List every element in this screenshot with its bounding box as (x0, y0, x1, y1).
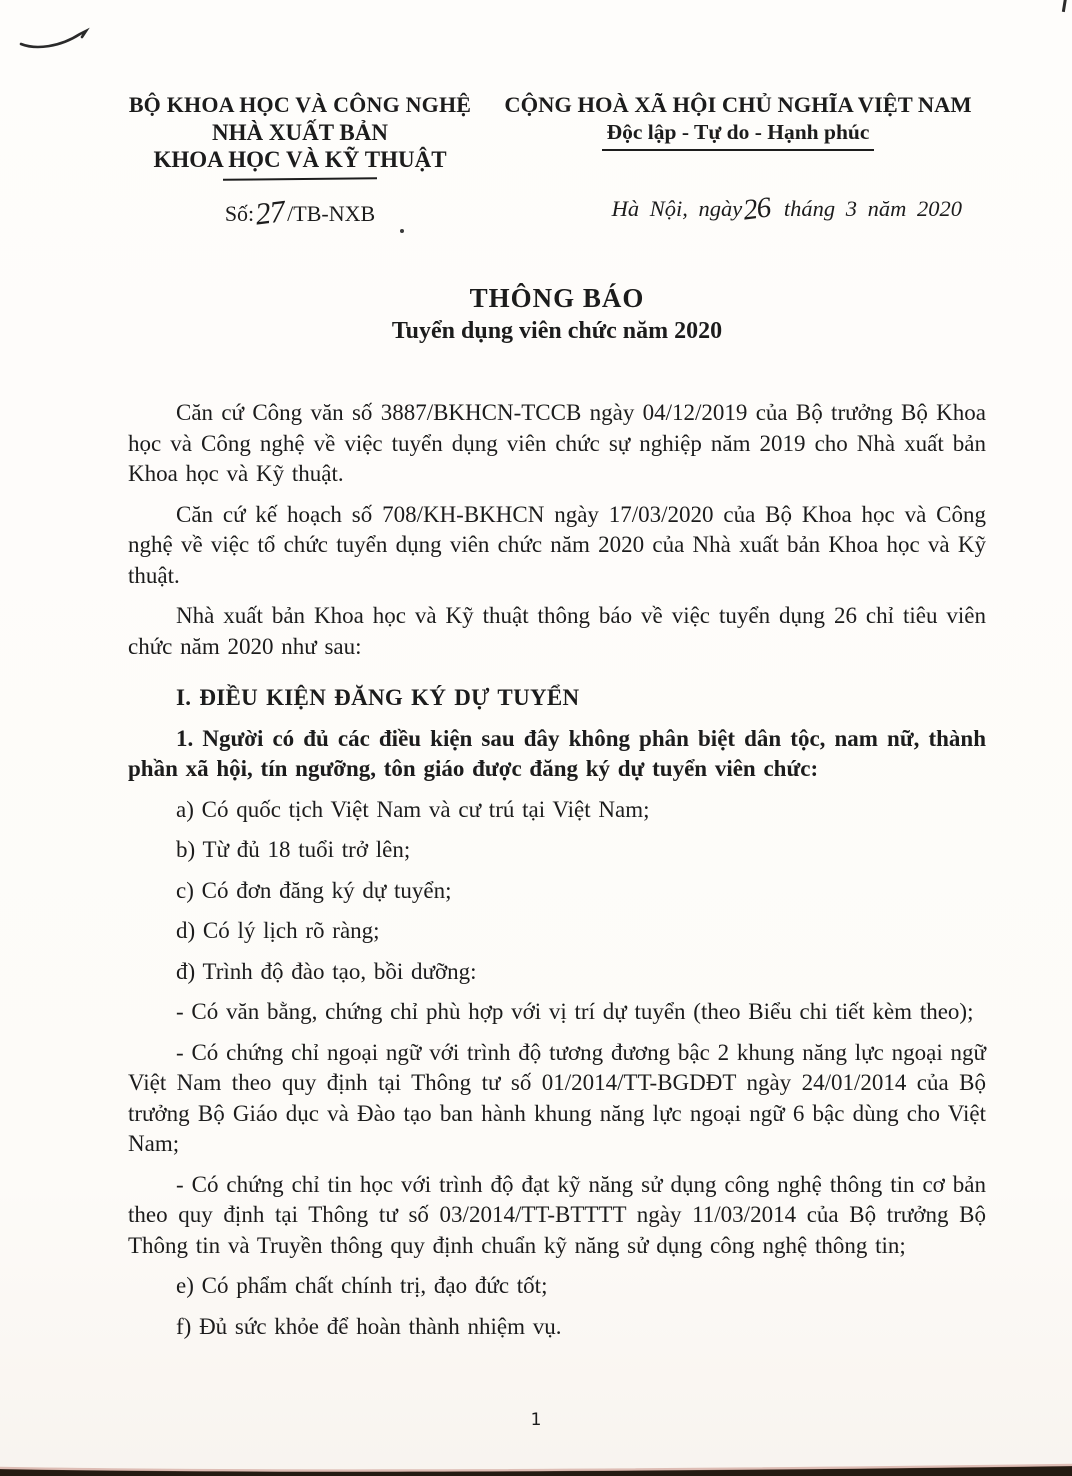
motto-underline-divider (602, 149, 874, 151)
section-heading: I. ĐIỀU KIỆN ĐĂNG KÝ DỰ TUYỂN (176, 685, 580, 710)
issue-date-prefix: Hà Nội, ngày (611, 196, 743, 221)
paragraph: Căn cứ kế hoạch số 708/KH-BKHCN ngày 17/03/2020 của Bộ Khoa học và Công nghệ về việc tổ chức tuyển dụng viên chức năm 2020 của Nhà xuất bản Khoa học và Kỹ thuật. (128, 501, 986, 588)
page-number: 1 (530, 1410, 542, 1430)
document-number (106, 193, 494, 232)
title-block (128, 283, 986, 346)
document-body (128, 388, 986, 1342)
national-motto: Độc lập - Tự do - Hạnh phúc (606, 120, 870, 144)
paragraph: - Có chứng chỉ tin học với trình độ đạt kỹ năng sử dụng công nghệ thông tin cơ bản theo quy định tại Thông tư số 03/2014/TT-BTTTT ngày 11/03/2014 của Bộ trưởng Bộ Thông tin và Truyền thông quy định chuẩn kỹ năng sử dụng công nghệ thông tin; (128, 1171, 986, 1258)
issuer-org-line1: NHÀ XUẤT BẢN (212, 120, 388, 145)
scan-corner-mark-icon (1062, 0, 1067, 12)
issuer-org-line2: KHOA HỌC VÀ KỸ THUẬT (153, 147, 447, 172)
pen-stroke-icon (18, 24, 92, 54)
national-block (498, 90, 978, 227)
issuer-block (106, 90, 494, 232)
paper-edge-icon (0, 1460, 1072, 1476)
country-name: CỘNG HOÀ XÃ HỘI CHỦ NGHĨA VIỆT NAM (504, 92, 972, 117)
document-subtitle: Tuyển dụng viên chức năm 2020 (391, 318, 723, 344)
paragraph: Nhà xuất bản Khoa học và Kỹ thuật thông báo về việc tuyển dụng 26 chỉ tiêu viên chức năm 2020 như sau: (128, 603, 986, 659)
paragraph: đ) Trình độ đào tạo, bồi dưỡng: (176, 958, 477, 984)
document-number-suffix: /TB-NXB (287, 201, 376, 226)
paragraph: c) Có đơn đăng ký dự tuyển; (176, 877, 452, 903)
paragraph: b) Từ đủ 18 tuổi trở lên; (176, 837, 411, 862)
issue-date (498, 191, 978, 227)
issuer-parent-org: BỘ KHOA HỌC VÀ CÔNG NGHỆ (128, 92, 472, 117)
paragraph: e) Có phẩm chất chính trị, đạo đức tốt; (176, 1273, 548, 1298)
document-title: THÔNG BÁO (469, 283, 645, 313)
paragraph: a) Có quốc tịch Việt Nam và cư trú tại Việt Nam; (176, 796, 650, 822)
document-number-handwritten: 27 (253, 193, 287, 232)
document-number-label: Số: (224, 201, 255, 226)
paragraph: Căn cứ Công văn số 3887/BKHCN-TCCB ngày 04/12/2019 của Bộ trưởng Bộ Khoa học và Công nghệ về việc tuyển dụng viên chức sự nghiệp năm 2019 cho Nhà xuất bản Khoa học và Kỹ thuật. (128, 400, 986, 486)
issue-date-day-handwritten: 26 (741, 191, 773, 227)
paragraph: 1. Người có đủ các điều kiện sau đây không phân biệt dân tộc, nam nữ, thành phần xã hội, tín ngưỡng, tôn giáo được đăng ký dự tuyển viên chức: (128, 725, 986, 781)
ink-dot-icon (400, 229, 404, 233)
paragraph: d) Có lý lịch rõ ràng; (176, 918, 380, 943)
paragraph: - Có chứng chỉ ngoại ngữ với trình độ tương đương bậc 2 khung năng lực ngoại ngữ Việt Nam theo quy định tại Thông tư số 01/2014/TT-BGDĐT ngày 24/01/2014 của Bộ trưởng Bộ Giáo dục và Đào tạo ban hành khung năng lực ngoại ngữ 6 bậc dùng cho Việt Nam; (128, 1039, 986, 1156)
issuer-underline-divider (223, 177, 377, 181)
paragraph: f) Đủ sức khỏe để hoàn thành nhiệm vụ. (176, 1313, 562, 1339)
paragraph: - Có văn bằng, chứng chỉ phù hợp với vị trí dự tuyển (theo Biểu chi tiết kèm theo); (176, 999, 974, 1024)
issue-date-suffix: tháng 3 năm 2020 (783, 196, 962, 221)
